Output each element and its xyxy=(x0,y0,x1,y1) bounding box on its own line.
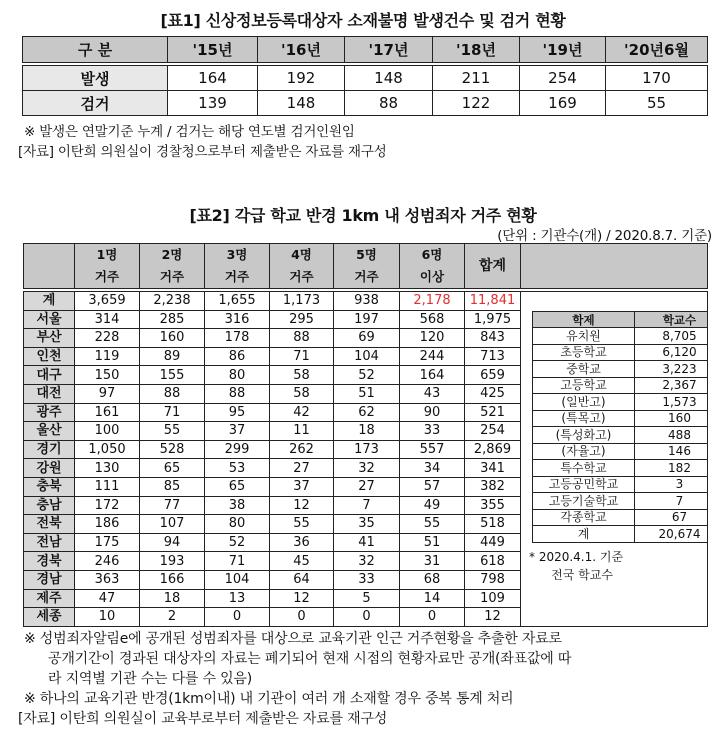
school-type: 계 xyxy=(533,526,635,543)
table2-cell: 355 xyxy=(465,496,521,515)
table2-cell: 285 xyxy=(140,310,205,329)
table2-cell: 80 xyxy=(205,515,270,534)
table2-note: ※ 하나의 교육기관 반경(1km이내) 내 기관이 여러 개 소재할 경우 중복 통계 처리 xyxy=(24,691,514,707)
table2-row-label: 서울 xyxy=(24,310,75,329)
table1-source: [자료] 이탄희 의원실이 경찰청으로부터 제출받은 자료를 재구성 xyxy=(18,144,387,160)
table2-note: 공개기간이 경과된 대상자의 자료는 폐기되어 현재 시점의 현황자료만 공개(좌표값에 따 xyxy=(48,651,572,667)
table2-cell: 57 xyxy=(400,477,465,496)
table2-cell: 51 xyxy=(400,533,465,552)
table2-cell: 518 xyxy=(465,515,521,534)
table2-cell: 12 xyxy=(270,589,334,608)
table2-header-total: 합계 xyxy=(465,244,521,291)
table2-cell: 155 xyxy=(140,366,205,385)
table2-cell: 568 xyxy=(400,310,465,329)
table2-row-label: 경남 xyxy=(24,570,75,589)
table2-cell: 363 xyxy=(75,570,140,589)
table2-cell: 33 xyxy=(334,570,400,589)
table2-cell: 172 xyxy=(75,496,140,515)
table1-cell: 148 xyxy=(345,64,433,91)
table2-cell: 80 xyxy=(205,366,270,385)
table2-cell: 0 xyxy=(334,608,400,627)
table2-cell: 244 xyxy=(400,347,465,366)
school-type: 고등공민학교 xyxy=(533,476,635,493)
table2-cell: 33 xyxy=(400,422,465,441)
table2-header: 2명 거주 xyxy=(140,244,205,291)
school-row xyxy=(533,443,708,460)
table2-row-label: 경기 xyxy=(24,440,75,459)
school-type: 유치원 xyxy=(533,328,635,345)
table2-cell: 58 xyxy=(270,384,334,403)
table2-cell: 175 xyxy=(75,533,140,552)
school-type: 고등기술학교 xyxy=(533,493,635,510)
table1-header-row xyxy=(23,37,708,65)
table2-cell: 88 xyxy=(270,329,334,348)
school-note-desc: 전국 학교수 xyxy=(551,568,613,582)
table2-cell: 382 xyxy=(465,477,521,496)
table2-cell: 85 xyxy=(140,477,205,496)
table2-row-label: 인천 xyxy=(24,347,75,366)
table2-cell: 1,655 xyxy=(205,290,270,310)
table2-row-label: 경북 xyxy=(24,552,75,571)
school-type: 초등학교 xyxy=(533,344,635,361)
table2-row-label: 전남 xyxy=(24,533,75,552)
table2-cell: 341 xyxy=(465,459,521,478)
school-row xyxy=(533,410,708,427)
school-type: (특목고) xyxy=(533,410,635,427)
table2-cell: 425 xyxy=(465,384,521,403)
table2-cell: 164 xyxy=(400,366,465,385)
table1-title: [표1] 신상정보등록대상자 소재불명 발생건수 및 검거 현황 xyxy=(160,11,566,30)
table2-cell: 31 xyxy=(400,552,465,571)
table1-cell: 170 xyxy=(606,64,708,91)
table1-header: '17년 xyxy=(345,37,433,65)
school-row xyxy=(533,509,708,526)
table2-cell: 246 xyxy=(75,552,140,571)
table2-cell: 254 xyxy=(465,422,521,441)
table2-offender-residence xyxy=(23,243,708,627)
school-count: 67 xyxy=(635,509,708,526)
table1-cell: 164 xyxy=(168,64,258,91)
table2-cell: 94 xyxy=(140,533,205,552)
table2-cell: 36 xyxy=(270,533,334,552)
table1-cell: 192 xyxy=(258,64,345,91)
table2-cell: 45 xyxy=(270,552,334,571)
table2-cell: 64 xyxy=(270,570,334,589)
school-header: 학교수 xyxy=(635,312,708,328)
table2-cell: 10 xyxy=(75,608,140,627)
table2-cell: 51 xyxy=(334,384,400,403)
table2-cell: 528 xyxy=(140,440,205,459)
table2-row-label: 전북 xyxy=(24,515,75,534)
table2-header: 1명 거주 xyxy=(75,244,140,291)
table2-cell: 55 xyxy=(140,422,205,441)
table2-cell: 90 xyxy=(400,403,465,422)
table2-header: 5명 거주 xyxy=(334,244,400,291)
table2-header-blank xyxy=(521,244,708,291)
table1-header: '20년6월 xyxy=(606,37,708,65)
table2-cell: 53 xyxy=(205,459,270,478)
table1-cell: 55 xyxy=(606,91,708,116)
table2-cell: 557 xyxy=(400,440,465,459)
table2-cell: 52 xyxy=(334,366,400,385)
table2-cell: 34 xyxy=(400,459,465,478)
table1-cell: 254 xyxy=(520,64,606,91)
table2-cell: 49 xyxy=(400,496,465,515)
table2-row-label: 부산 xyxy=(24,329,75,348)
table2-cell: 55 xyxy=(400,515,465,534)
table2-cell: 1,173 xyxy=(270,290,334,310)
table2-cell: 314 xyxy=(75,310,140,329)
table2-cell: 32 xyxy=(334,552,400,571)
table2-cell: 68 xyxy=(400,570,465,589)
table2-cell: 111 xyxy=(75,477,140,496)
table2-cell: 11,841 xyxy=(465,290,521,310)
table2-header-row xyxy=(24,244,708,291)
table2-cell: 88 xyxy=(205,384,270,403)
table2-cell: 95 xyxy=(205,403,270,422)
school-count: 3 xyxy=(635,476,708,493)
table2-note: 라 지역별 기관 수는 다를 수 있음) xyxy=(48,671,252,687)
school-type: 고등학교 xyxy=(533,377,635,394)
table2-cell: 160 xyxy=(140,329,205,348)
table2-cell: 109 xyxy=(465,589,521,608)
table2-cell: 843 xyxy=(465,329,521,348)
school-count: 2,367 xyxy=(635,377,708,394)
table2-cell: 71 xyxy=(140,403,205,422)
table2-cell: 1,975 xyxy=(465,310,521,329)
table2-total-row xyxy=(24,290,708,310)
school-row xyxy=(533,493,708,510)
school-header: 학제 xyxy=(533,312,635,328)
school-count-table xyxy=(532,311,708,543)
table2-cell: 0 xyxy=(205,608,270,627)
table2-row-label: 충북 xyxy=(24,477,75,496)
school-type: (일반고) xyxy=(533,394,635,411)
school-count: 1,573 xyxy=(635,394,708,411)
school-note-date: * 2020.4.1. 기준 xyxy=(529,550,624,564)
table2-cell: 0 xyxy=(270,608,334,627)
school-count: 6,120 xyxy=(635,344,708,361)
table2-cell: 798 xyxy=(465,570,521,589)
table2-cell: 41 xyxy=(334,533,400,552)
school-count-panel xyxy=(521,290,708,626)
table2-cell: 659 xyxy=(465,366,521,385)
school-row xyxy=(533,344,708,361)
table2-cell: 2,238 xyxy=(140,290,205,310)
table2-cell: 3,659 xyxy=(75,290,140,310)
table2-cell: 55 xyxy=(270,515,334,534)
table2-cell: 449 xyxy=(465,533,521,552)
table2-note: ※ 성범죄자알림e에 공개된 성범죄자를 대상으로 교육기관 인근 거주현황을 추출한 자료로 xyxy=(24,631,562,647)
table2-cell: 120 xyxy=(400,329,465,348)
school-row xyxy=(533,361,708,378)
table2-cell: 228 xyxy=(75,329,140,348)
table2-cell: 88 xyxy=(140,384,205,403)
table1-row xyxy=(23,64,708,91)
table2-cell: 52 xyxy=(205,533,270,552)
table2-cell: 2,178 xyxy=(400,290,465,310)
school-type: (자율고) xyxy=(533,443,635,460)
table2-cell: 12 xyxy=(465,608,521,627)
table2-cell: 47 xyxy=(75,589,140,608)
table2-cell: 107 xyxy=(140,515,205,534)
table2-cell: 5 xyxy=(334,589,400,608)
table2-cell: 65 xyxy=(140,459,205,478)
table1-row xyxy=(23,91,708,116)
table2-source: [자료] 이탄희 의원실이 교육부로부터 제출받은 자료를 재구성 xyxy=(18,711,388,727)
table2-cell: 262 xyxy=(270,440,334,459)
table2-cell: 618 xyxy=(465,552,521,571)
table2-cell: 32 xyxy=(334,459,400,478)
school-count: 20,674 xyxy=(635,526,708,543)
table2-cell: 186 xyxy=(75,515,140,534)
table2-cell: 42 xyxy=(270,403,334,422)
table1-row-label: 발생 xyxy=(23,64,168,91)
table2-cell: 71 xyxy=(205,552,270,571)
table1-row-label: 검거 xyxy=(23,91,168,116)
table2-cell: 2 xyxy=(140,608,205,627)
school-row xyxy=(533,526,708,543)
table2-cell: 86 xyxy=(205,347,270,366)
school-type: 특수학교 xyxy=(533,460,635,477)
table2-cell: 97 xyxy=(75,384,140,403)
table1-cell: 122 xyxy=(433,91,520,116)
school-count: 488 xyxy=(635,427,708,444)
table1-cell: 139 xyxy=(168,91,258,116)
table2-cell: 7 xyxy=(334,496,400,515)
table1-cell: 88 xyxy=(345,91,433,116)
table1-cell: 169 xyxy=(520,91,606,116)
table1-cell: 148 xyxy=(258,91,345,116)
table2-cell: 150 xyxy=(75,366,140,385)
table2-cell: 12 xyxy=(270,496,334,515)
school-row xyxy=(533,328,708,345)
table2-cell: 173 xyxy=(334,440,400,459)
school-row xyxy=(533,476,708,493)
table2-cell: 37 xyxy=(205,422,270,441)
table2-cell: 18 xyxy=(334,422,400,441)
table2-row-label: 충남 xyxy=(24,496,75,515)
school-row xyxy=(533,427,708,444)
school-count: 160 xyxy=(635,410,708,427)
table2-cell: 166 xyxy=(140,570,205,589)
school-type: 각종학교 xyxy=(533,509,635,526)
table2-cell: 1,050 xyxy=(75,440,140,459)
table2-cell: 316 xyxy=(205,310,270,329)
table2-row-label: 세종 xyxy=(24,608,75,627)
table2-cell: 35 xyxy=(334,515,400,534)
school-count: 8,705 xyxy=(635,328,708,345)
table1-header: '18년 xyxy=(433,37,520,65)
table2-cell: 299 xyxy=(205,440,270,459)
table2-cell: 0 xyxy=(400,608,465,627)
table2-row-label: 대전 xyxy=(24,384,75,403)
school-count: 7 xyxy=(635,493,708,510)
table2-row-label: 광주 xyxy=(24,403,75,422)
table1-header: '15년 xyxy=(168,37,258,65)
table1-header: '19년 xyxy=(520,37,606,65)
table2-cell: 27 xyxy=(270,459,334,478)
table2-row-label: 제주 xyxy=(24,589,75,608)
table2-header: 6명 이상 xyxy=(400,244,465,291)
table2-cell: 130 xyxy=(75,459,140,478)
table2-header: 3명 거주 xyxy=(205,244,270,291)
table2-cell: 27 xyxy=(334,477,400,496)
table2-cell: 89 xyxy=(140,347,205,366)
table1-missing-offenders xyxy=(22,36,708,116)
table1-note: ※ 발생은 연말기준 누계 / 검거는 해당 연도별 검거인원임 xyxy=(24,124,355,140)
table2-cell: 69 xyxy=(334,329,400,348)
school-row xyxy=(533,394,708,411)
table2-cell: 13 xyxy=(205,589,270,608)
table2-header-corner xyxy=(24,244,75,291)
table2-cell: 938 xyxy=(334,290,400,310)
table2-cell: 100 xyxy=(75,422,140,441)
table1-header: '16년 xyxy=(258,37,345,65)
school-type: (특성화고) xyxy=(533,427,635,444)
table2-cell: 58 xyxy=(270,366,334,385)
table2-cell: 18 xyxy=(140,589,205,608)
table2-cell: 14 xyxy=(400,589,465,608)
table1-header: 구 분 xyxy=(23,37,168,65)
table1-cell: 211 xyxy=(433,64,520,91)
table2-cell: 38 xyxy=(205,496,270,515)
table2-cell: 77 xyxy=(140,496,205,515)
school-header-row xyxy=(533,312,708,328)
table2-cell: 65 xyxy=(205,477,270,496)
table2-title: [표2] 각급 학교 반경 1km 내 성범죄자 거주 현황 xyxy=(189,206,537,225)
table2-cell: 71 xyxy=(270,347,334,366)
school-type: 중학교 xyxy=(533,361,635,378)
table2-cell: 178 xyxy=(205,329,270,348)
school-count: 146 xyxy=(635,443,708,460)
table2-row-label: 대구 xyxy=(24,366,75,385)
table2-cell: 37 xyxy=(270,477,334,496)
table2-cell: 62 xyxy=(334,403,400,422)
table2-cell: 193 xyxy=(140,552,205,571)
table2-cell: 713 xyxy=(465,347,521,366)
table2-cell: 2,869 xyxy=(465,440,521,459)
table2-cell: 295 xyxy=(270,310,334,329)
table2-cell: 11 xyxy=(270,422,334,441)
table2-cell: 119 xyxy=(75,347,140,366)
table2-row-label: 울산 xyxy=(24,422,75,441)
table2-cell: 521 xyxy=(465,403,521,422)
table2-cell: 161 xyxy=(75,403,140,422)
table2-cell: 197 xyxy=(334,310,400,329)
school-row xyxy=(533,377,708,394)
school-row xyxy=(533,460,708,477)
table2-cell: 104 xyxy=(334,347,400,366)
school-count: 3,223 xyxy=(635,361,708,378)
table2-row-label: 계 xyxy=(24,290,75,310)
table2-row-label: 강원 xyxy=(24,459,75,478)
school-note xyxy=(529,548,623,584)
table2-cell: 43 xyxy=(400,384,465,403)
table2-unit: (단위 : 기관수(개) / 2020.8.7. 기준) xyxy=(497,228,712,244)
table2-header: 4명 거주 xyxy=(270,244,334,291)
table2-cell: 104 xyxy=(205,570,270,589)
school-count: 182 xyxy=(635,460,708,477)
